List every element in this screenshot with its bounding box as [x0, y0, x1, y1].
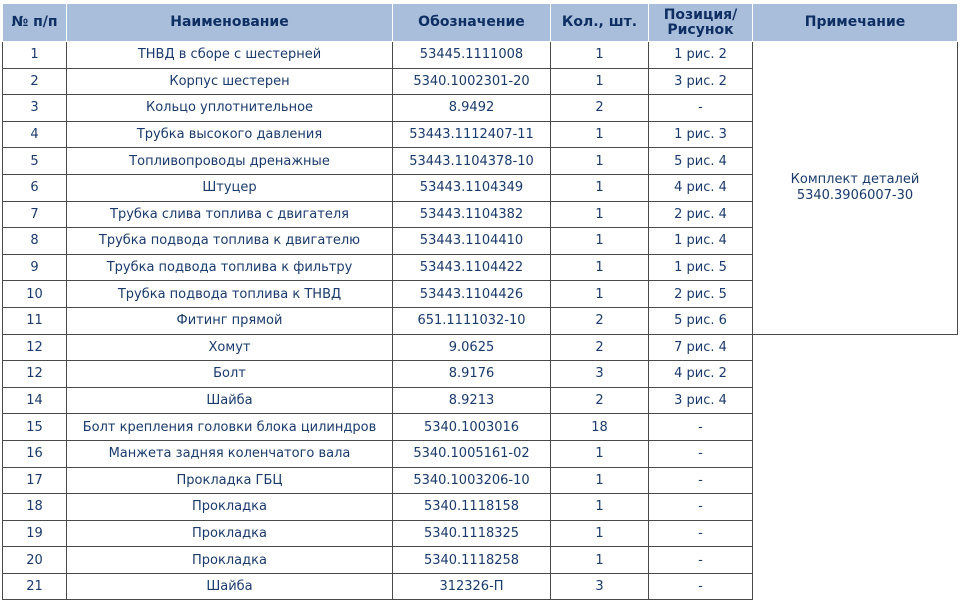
cell-note-empty	[753, 467, 958, 494]
cell-name: Прокладка	[67, 547, 393, 574]
parts-table-body	[3, 42, 958, 600]
cell-position: -	[649, 547, 753, 574]
cell-note-empty	[753, 414, 958, 441]
cell-num: 10	[3, 281, 67, 308]
cell-designation: 5340.1003016	[393, 414, 551, 441]
cell-name: Болт	[67, 361, 393, 388]
table-row	[3, 42, 958, 69]
cell-num: 1	[3, 42, 67, 69]
cell-qty: 1	[551, 121, 649, 148]
table-row	[3, 414, 958, 441]
cell-note-empty	[753, 361, 958, 388]
cell-qty: 2	[551, 387, 649, 414]
cell-designation: 8.9492	[393, 95, 551, 122]
cell-qty: 2	[551, 307, 649, 334]
cell-num: 16	[3, 440, 67, 467]
cell-num: 19	[3, 520, 67, 547]
header-note: Примечание	[753, 4, 958, 42]
cell-position: 1 рис. 5	[649, 254, 753, 281]
cell-num: 17	[3, 467, 67, 494]
cell-name: Шайба	[67, 387, 393, 414]
cell-designation: 5340.1118258	[393, 547, 551, 574]
cell-designation: 5340.1002301-20	[393, 68, 551, 95]
cell-designation: 5340.1005161-02	[393, 440, 551, 467]
cell-designation: 651.1111032-10	[393, 307, 551, 334]
cell-name: Трубка высокого давления	[67, 121, 393, 148]
cell-position: -	[649, 95, 753, 122]
cell-note-empty	[753, 387, 958, 414]
cell-designation: 53443.1104426	[393, 281, 551, 308]
cell-note-empty	[753, 573, 958, 600]
cell-qty: 1	[551, 254, 649, 281]
cell-name: Прокладка	[67, 520, 393, 547]
cell-name: Болт крепления головки блока цилиндров	[67, 414, 393, 441]
cell-designation: 53443.1104382	[393, 201, 551, 228]
cell-position: 1 рис. 2	[649, 42, 753, 69]
cell-position: -	[649, 520, 753, 547]
cell-designation: 53443.1112407-11	[393, 121, 551, 148]
cell-qty: 3	[551, 573, 649, 600]
cell-position: -	[649, 414, 753, 441]
cell-designation: 8.9176	[393, 361, 551, 388]
cell-qty: 1	[551, 42, 649, 69]
cell-designation: 53443.1104349	[393, 174, 551, 201]
cell-designation: 53443.1104410	[393, 228, 551, 255]
cell-num: 3	[3, 95, 67, 122]
header-num: № п/п	[3, 4, 67, 42]
cell-num: 5	[3, 148, 67, 175]
cell-qty: 1	[551, 520, 649, 547]
cell-num: 21	[3, 573, 67, 600]
cell-num: 12	[3, 334, 67, 361]
cell-name: Хомут	[67, 334, 393, 361]
table-row	[3, 573, 958, 600]
cell-num: 4	[3, 121, 67, 148]
cell-name: Прокладка	[67, 494, 393, 521]
cell-num: 15	[3, 414, 67, 441]
header-qty: Кол., шт.	[551, 4, 649, 42]
parts-table	[2, 3, 958, 600]
cell-qty: 18	[551, 414, 649, 441]
cell-num: 8	[3, 228, 67, 255]
cell-qty: 1	[551, 68, 649, 95]
cell-position: 3 рис. 4	[649, 387, 753, 414]
cell-name: Трубка подвода топлива к ТНВД	[67, 281, 393, 308]
header-designation: Обозначение	[393, 4, 551, 42]
table-row	[3, 547, 958, 574]
cell-name: Топливопроводы дренажные	[67, 148, 393, 175]
cell-position: -	[649, 467, 753, 494]
cell-designation: 9.0625	[393, 334, 551, 361]
cell-num: 14	[3, 387, 67, 414]
cell-qty: 1	[551, 467, 649, 494]
cell-qty: 3	[551, 361, 649, 388]
cell-qty: 2	[551, 334, 649, 361]
cell-position: 7 рис. 4	[649, 334, 753, 361]
cell-qty: 1	[551, 228, 649, 255]
cell-designation: 53443.1104422	[393, 254, 551, 281]
cell-qty: 1	[551, 201, 649, 228]
cell-num: 20	[3, 547, 67, 574]
cell-num: 12	[3, 361, 67, 388]
cell-position: 1 рис. 3	[649, 121, 753, 148]
cell-name: Прокладка ГБЦ	[67, 467, 393, 494]
cell-qty: 1	[551, 547, 649, 574]
cell-qty: 2	[551, 95, 649, 122]
cell-designation: 5340.1118158	[393, 494, 551, 521]
cell-name: Манжета задняя коленчатого вала	[67, 440, 393, 467]
table-row	[3, 334, 958, 361]
cell-designation: 53443.1104378-10	[393, 148, 551, 175]
cell-name: Корпус шестерен	[67, 68, 393, 95]
note-cell	[753, 42, 958, 335]
cell-position: 4 рис. 2	[649, 361, 753, 388]
cell-note-empty	[753, 547, 958, 574]
cell-qty: 1	[551, 494, 649, 521]
cell-num: 11	[3, 307, 67, 334]
cell-name: Трубка подвода топлива к двигателю	[67, 228, 393, 255]
cell-position: 2 рис. 5	[649, 281, 753, 308]
cell-position: 5 рис. 4	[649, 148, 753, 175]
cell-name: Кольцо уплотнительное	[67, 95, 393, 122]
cell-note-empty	[753, 520, 958, 547]
cell-note-empty	[753, 440, 958, 467]
cell-position: -	[649, 440, 753, 467]
cell-num: 9	[3, 254, 67, 281]
cell-qty: 1	[551, 148, 649, 175]
cell-designation: 5340.1118325	[393, 520, 551, 547]
cell-designation: 53445.1111008	[393, 42, 551, 69]
cell-num: 18	[3, 494, 67, 521]
header-name: Наименование	[67, 4, 393, 42]
note-line-1: Комплект деталей	[790, 171, 920, 187]
cell-name: ТНВД в сборе с шестерней	[67, 42, 393, 69]
cell-qty: 1	[551, 174, 649, 201]
table-row	[3, 440, 958, 467]
cell-num: 7	[3, 201, 67, 228]
cell-position: -	[649, 494, 753, 521]
cell-qty: 1	[551, 281, 649, 308]
table-row	[3, 520, 958, 547]
cell-position: 1 рис. 4	[649, 228, 753, 255]
cell-note-empty	[753, 494, 958, 521]
cell-name: Фитинг прямой	[67, 307, 393, 334]
table-row	[3, 387, 958, 414]
table-row	[3, 467, 958, 494]
cell-position: 5 рис. 6	[649, 307, 753, 334]
cell-note-empty	[753, 334, 958, 361]
table-row	[3, 494, 958, 521]
cell-num: 6	[3, 174, 67, 201]
cell-designation: 8.9213	[393, 387, 551, 414]
cell-qty: 1	[551, 440, 649, 467]
cell-name: Трубка подвода топлива к фильтру	[67, 254, 393, 281]
header-position: Позиция/ Рисунок	[649, 4, 753, 42]
cell-position: 2 рис. 4	[649, 201, 753, 228]
cell-name: Штуцер	[67, 174, 393, 201]
cell-position: 4 рис. 4	[649, 174, 753, 201]
cell-num: 2	[3, 68, 67, 95]
cell-designation: 5340.1003206-10	[393, 467, 551, 494]
table-row	[3, 361, 958, 388]
cell-name: Трубка слива топлива с двигателя	[67, 201, 393, 228]
cell-designation: 312326-П	[393, 573, 551, 600]
header-row	[3, 4, 958, 42]
note-line-2: 5340.3906007-30	[796, 187, 914, 203]
cell-position: 3 рис. 2	[649, 68, 753, 95]
cell-name: Шайба	[67, 573, 393, 600]
cell-position: -	[649, 573, 753, 600]
